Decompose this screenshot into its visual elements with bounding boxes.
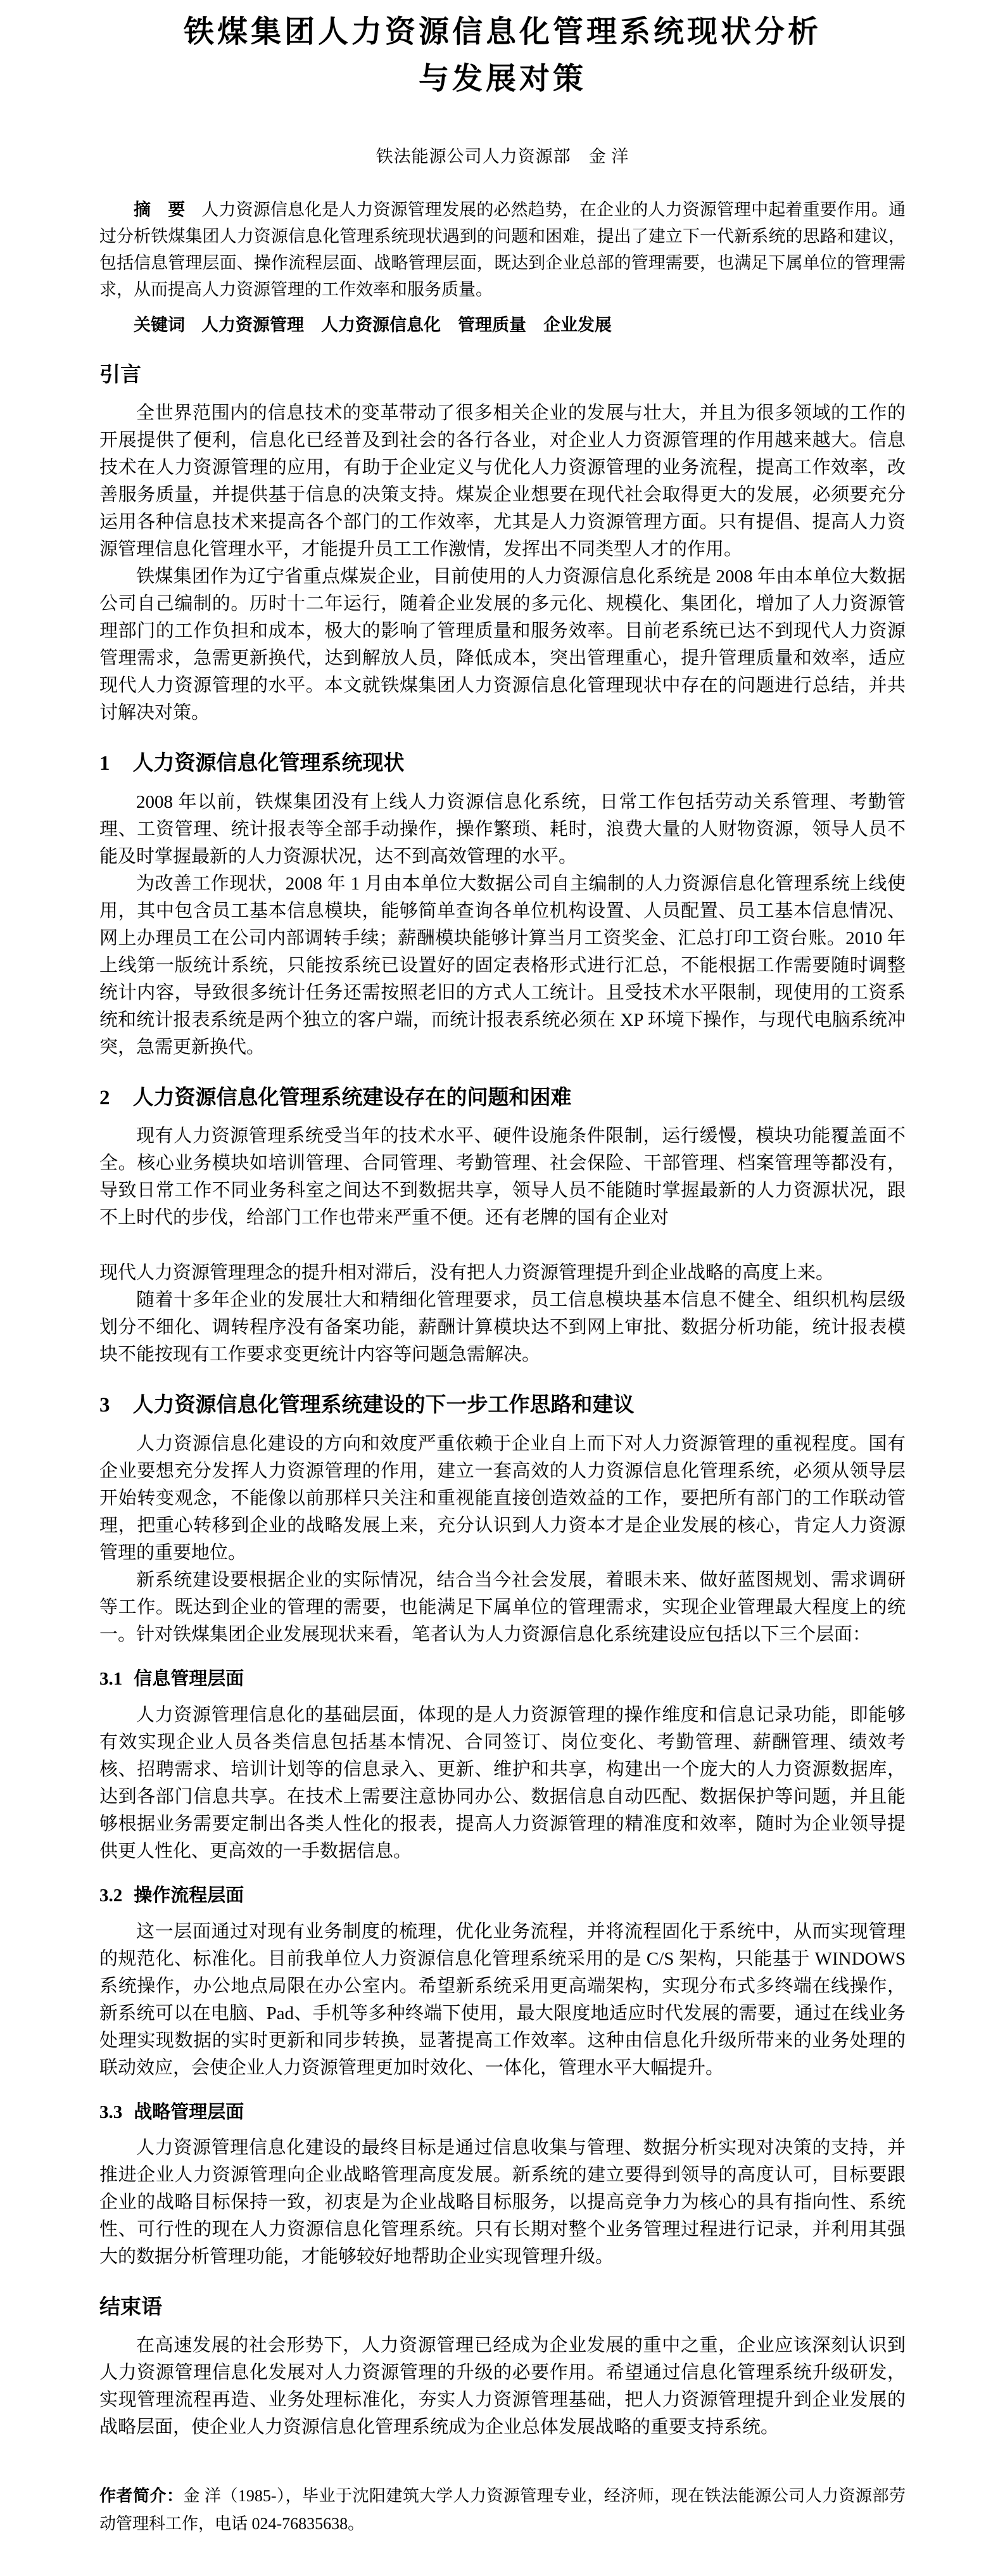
subsection-3-3-paragraph: 人力资源管理信息化建设的最终目标是通过信息收集与管理、数据分析实现对决策的支持，并推进企业人力资源管理向企业战略管理高度发展。新系统的建立要得到领导的高度认可，目标要跟企业的战略目标保持一致，初衷是为企业战略目标服务，以提高竞争力为核心的具有指向性、系统性、可行性的现在人力资源信息化管理系统。只有长期对整个业务管理过程进行记录，并利用其强大的数据分析管理功能，才能够较好地帮助企业实现管理升级。 (99, 2138, 906, 2267)
subsection-3-3-number: 3.3 (99, 2101, 123, 2122)
heading-subsection-3-2 (99, 1884, 906, 1908)
byline: 铁法能源公司人力资源部 金 洋 (376, 146, 629, 166)
section-2-paragraph-1b: 现代人力资源管理理念的提升相对滞后，没有把人力资源管理提升到企业战略的高度上来。 (99, 1263, 835, 1284)
intro-paragraph-2: 铁煤集团作为辽宁省重点煤炭企业，目前使用的人力资源信息化系统是 2008 年由本单位大数据公司自己编制的。历时十二年运行，随着企业发展的多元化、规模化、集团化，增加了人力资源管理部门的工作负担和成本，极大的影响了管理质量和服务效率。目前老系统已达不到现代人力资源管理需求，急需更新换代，达到解放人员，降低成本，突出管理重心，提升管理质量和效率，适应现代人力资源管理的水平。本文就铁煤集团人力资源信息化管理现状中存在的问题进行总结，并共讨解决对策。 (99, 566, 906, 723)
subsection-3-2-paragraph: 这一层面通过对现有业务制度的梳理，优化业务流程，并将流程固化于系统中，从而实现管理的规范化、标准化。目前我单位人力资源信息化管理系统采用的是 C/S 架构，只能基于 WINDOWS 系统操作，办公地点局限在办公室内。希望新系统采用更高端架构，实现分布式多终端在线操作，新系统可以在电脑、Pad、手机等多种终端下使用，最大限度地适应时代发展的需要，通过在线业务处理实现数据的实时更新和同步转换，显著提高工作效率。这种由信息化升级所带来的业务处理的联动效应，会使企业人力资源管理更加时效化、一体化，管理水平大幅提升。 (99, 1921, 906, 2078)
heading-subsection-3-3 (99, 2101, 906, 2125)
keywords-line (99, 312, 906, 338)
section-1-title: 人力资源信息化管理系统现状 (132, 750, 405, 774)
section-1-number: 1 (99, 751, 110, 775)
abstract-paragraph (99, 196, 906, 303)
subsection-3-3-title: 战略管理层面 (134, 2101, 244, 2122)
heading-introduction: 引言 (99, 362, 141, 386)
heading-subsection-3-1 (99, 1667, 906, 1692)
section-2-paragraph-2: 随着十多年企业的发展壮大和精细化管理要求，员工信息模块基本信息不健全、组织机构层级划分不细化、调转程序没有备案功能，薪酬计算模块达不到网上审批、数据分析功能，统计报表模块不能按现有工作要求变更统计内容等问题急需解决。 (99, 1290, 906, 1365)
section-2-number: 2 (99, 1086, 110, 1109)
heading-section-3 (99, 1391, 906, 1419)
heading-section-2 (99, 1084, 906, 1112)
abstract-text: 人力资源信息化是人力资源管理发展的必然趋势，在企业的人力资源管理中起着重要作用。通过分析铁煤集团人力资源信息化管理系统现状遇到的问题和困难，提出了建立下一代新系统的思路和建议，包括信息管理层面、操作流程层面、战略管理层面，既达到企业总部的管理需要，也满足下属单位的管理需求，从而提高人力资源管理的工作效率和服务质量。 (99, 200, 906, 299)
section-1-paragraph-2: 为改善工作现状，2008 年 1 月由本单位大数据公司自主编制的人力资源信息化管理系统上线使用，其中包含员工基本信息模块，能够简单查询各单位机构设置、人员配置、员工基本信息情况、网上办理员工在公司内部调转手续；薪酬模块能够计算当月工资奖金、汇总打印工资台账。2010 年上线第一版统计系统，只能按系统已设置好的固定表格形式进行汇总，不能根据工作需要随时调整统计内容，导致很多统计任务还需按照老旧的方式人工统计。且受技术水平限制，现使用的工资系统和统计报表系统是两个独立的客户端，而统计报表系统必须在 XP 环境下操作，与现代电脑系统冲突，急需更新换代。 (99, 873, 906, 1057)
author-bio-label: 作者简介： (99, 2486, 184, 2506)
intro-paragraph-1: 全世界范围内的信息技术的变革带动了很多相关企业的发展与壮大，并且为很多领域的工作的开展提供了便利，信息化已经普及到社会的各行各业，对企业人力资源管理的作用越来越大。信息技术在人力资源管理的应用，有助于企业定义与优化人力资源管理的业务流程，提高工作效率，改善服务质量，并提供基于信息的决策支持。煤炭企业想要在现代社会取得更大的发展，必须要充分运用各种信息技术来提高各个部门的工作效率，尤其是人力资源管理方面。只有提倡、提高人力资源管理信息化管理水平，才能提升员工工作激情，发挥出不同类型人才的作用。 (99, 402, 906, 559)
subsection-3-1-title: 信息管理层面 (134, 1669, 244, 1690)
abstract-label: 摘 要 (134, 200, 186, 219)
heading-section-1 (99, 749, 906, 777)
section-3-title: 人力资源信息化管理系统建设的下一步工作思路和建议 (132, 1393, 635, 1417)
heading-conclusion: 结束语 (99, 2295, 162, 2319)
section-1-paragraph-1: 2008 年以前，铁煤集团没有上线人力资源信息化系统，日常工作包括劳动关系管理、考勤管理、工资管理、统计报表等全部手动操作，操作繁琐、耗时，浪费大量的人财物资源，领导人员不能及时掌握最新的人力资源状况，达不到高效管理的水平。 (99, 791, 906, 867)
author-bio (99, 2482, 906, 2538)
subsection-3-1-paragraph: 人力资源管理信息化的基础层面，体现的是人力资源管理的操作维度和信息记录功能，即能够有效实现企业人员各类信息包括基本情况、合同签订、岗位变化、考勤管理、薪酬管理、绩效考核、招聘需求、培训计划等的信息录入、更新、维护和共享，构建出一个庞大的人力资源数据库，达到各部门信息共享。在技术上需要注意协同办公、数据信息自动匹配、数据保护等问题，并且能够根据业务需要定制出各类人性化的报表，提高人力资源管理的精准度和效率，随时为企业领导提供更人性化、更高效的一手数据信息。 (99, 1705, 906, 1862)
section-2-title: 人力资源信息化管理系统建设存在的问题和困难 (132, 1085, 572, 1109)
section-3-paragraph-2: 新系统建设要根据企业的实际情况，结合当今社会发展，着眼未来、做好蓝图规划、需求调研等工作。既达到企业的管理的需要，也能满足下属单位的管理需求，实现企业管理最大程度上的统一。针对铁煤集团企业发展现状来看，笔者认为人力资源信息化系统建设应包括以下三个层面： (99, 1570, 906, 1645)
paper-title: 铁煤集团人力资源信息化管理系统现状分析与发展对策 (183, 15, 821, 96)
keywords-text: 人力资源管理 人力资源信息化 管理质量 企业发展 (201, 315, 612, 335)
subsection-3-2-number: 3.2 (99, 1885, 123, 1906)
section-3-paragraph-1: 人力资源信息化建设的方向和效度严重依赖于企业自上而下对人力资源管理的重视程度。国有企业要想充分发挥人力资源管理的作用，建立一套高效的人力资源信息化管理系统，必须从领导层开始转变观念，不能像以前那样只关注和重视能直接创造效益的工作，要把所有部门的工作联动管理，把重心转移到企业的战略发展上来，充分认识到人力资本才是企业发展的核心，肯定人力资源管理的重要地位。 (99, 1434, 906, 1564)
subsection-3-1-number: 3.1 (99, 1669, 123, 1690)
conclusion-paragraph: 在高速发展的社会形势下，人力资源管理已经成为企业发展的重中之重，企业应该深刻认识到人力资源管理信息化发展对人力资源管理的升级的必要作用。希望通过信息化管理系统升级研发，实现管理流程再造、业务处理标准化，夯实人力资源管理基础，把人力资源管理提升到企业发展的战略层面，使企业人力资源信息化管理系统成为企业总体发展战略的重要支持系统。 (99, 2335, 906, 2438)
keywords-label: 关键词 (134, 315, 185, 335)
subsection-3-2-title: 操作流程层面 (134, 1885, 244, 1906)
section-3-number: 3 (99, 1394, 110, 1417)
author-bio-text: 金 洋（1985-），毕业于沈阳建筑大学人力资源管理专业，经济师，现在铁法能源公司人力资源部劳动管理科工作，电话 024-76835638。 (99, 2487, 906, 2534)
section-2-paragraph-1a: 现有人力资源管理系统受当年的技术水平、硬件设施条件限制，运行缓慢，模块功能覆盖面不全。核心业务模块如培训管理、合同管理、考勤管理、社会保险、干部管理、档案管理等都没有，导致日常工作不同业务科室之间达不到数据共享，领导人员不能随时掌握最新的人力资源状况，跟不上时代的步伐，给部门工作也带来严重不便。还有老牌的国有企业对 (99, 1126, 906, 1228)
